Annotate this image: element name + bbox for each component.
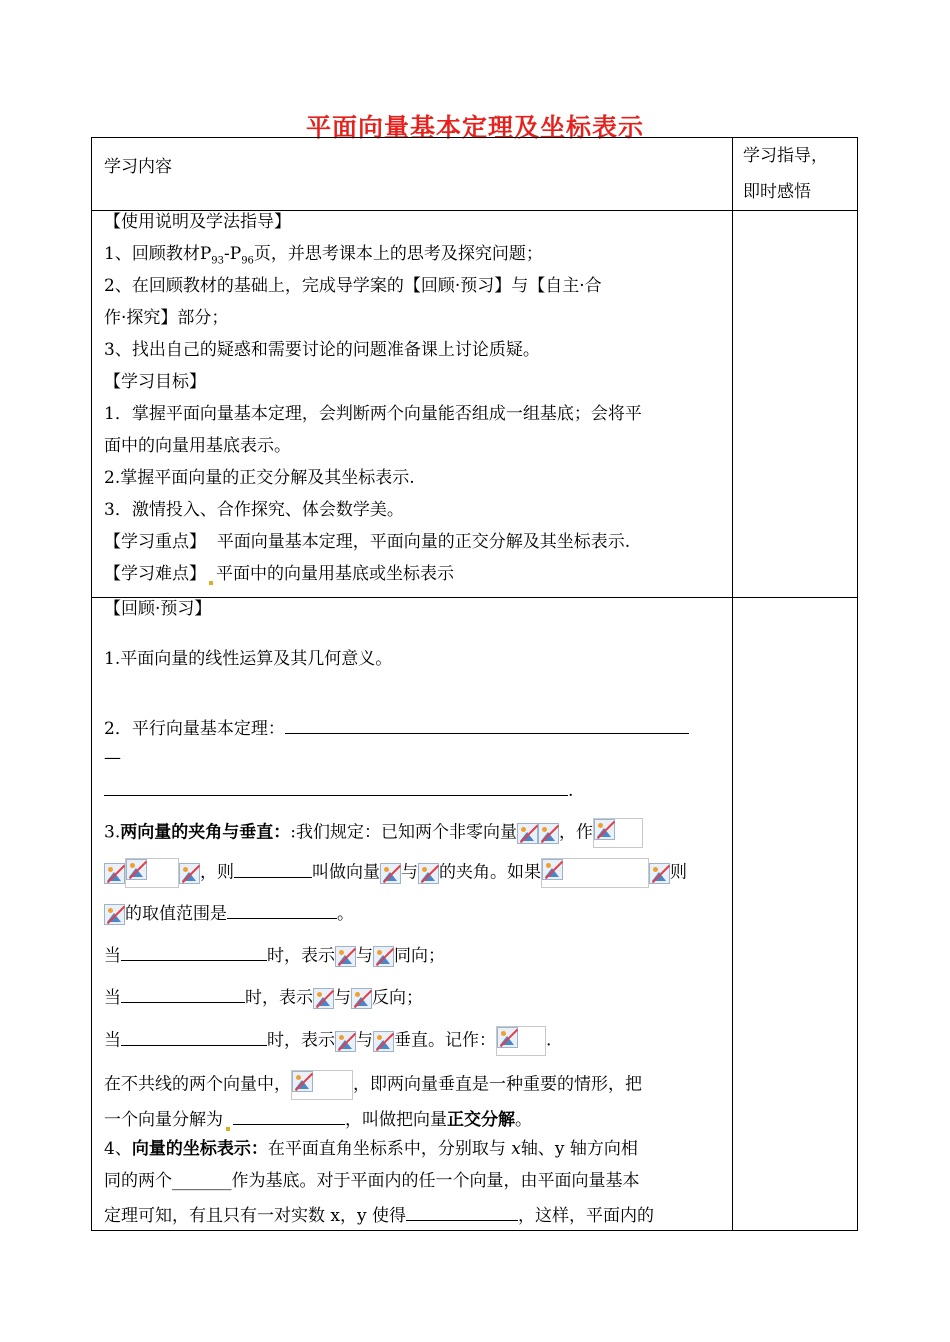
- vector-b-image: [373, 946, 394, 967]
- usage-item-2a: 2、在回顾教材的基础上，完成导学案的【回顾·预习】与【自主·合: [104, 276, 602, 296]
- review-item-1: 1.平面向量的线性运算及其几何意义。: [104, 649, 393, 669]
- formula-image: [649, 863, 670, 884]
- answer-blank[interactable]: [227, 900, 337, 919]
- mark-dot: [226, 1127, 230, 1131]
- goal-item-2: 2.掌握平面向量的正交分解及其坐标表示.: [104, 468, 415, 488]
- formula-image: [594, 819, 615, 840]
- review-item-3-line3: 的取值范围是 。: [104, 900, 354, 925]
- goal-item-1b: 面中的向量用基底表示。: [104, 436, 291, 456]
- formula-image: [542, 859, 563, 880]
- vector-a-image: [380, 863, 401, 884]
- answer-blank[interactable]: [234, 859, 312, 878]
- header-col2-line2: 即时感悟: [743, 182, 811, 202]
- guide-cell-1: [733, 211, 858, 598]
- header-content-cell: [92, 138, 733, 211]
- review-item-2: 2．平行向量基本定理：: [104, 715, 689, 740]
- vector-a-image: [335, 1031, 356, 1052]
- content-table: [91, 137, 858, 1231]
- answer-blank[interactable]: [121, 984, 245, 1003]
- vector-a-image: [517, 823, 538, 844]
- usage-item-1: 1、回顾教材$P_{93}-P_{96}$页，并思考课本上的思考及探究问题；: [104, 244, 543, 267]
- formula-image: [292, 1071, 313, 1092]
- usage-heading: 【使用说明及学法指导】: [104, 212, 291, 232]
- vector-b-image: [373, 1031, 394, 1052]
- orthogonal-line1: 在不共线的两个向量中， ，即两向量垂直是一种重要的情形，把: [104, 1070, 642, 1100]
- key-point: 【学习重点】 平面向量基本定理，平面向量的正交分解及其坐标表示.: [104, 532, 631, 552]
- answer-blank[interactable]: [285, 715, 689, 734]
- answer-blank[interactable]: [121, 942, 267, 961]
- answer-blank[interactable]: [406, 1202, 518, 1221]
- answer-blank[interactable]: [233, 1106, 345, 1125]
- vector-a-image: [313, 988, 334, 1009]
- theta-image: [104, 904, 125, 925]
- goal-heading: 【学习目标】: [104, 372, 206, 392]
- goal-item-1a: 1．掌握平面向量基本定理，会判断两个向量能否组成一组基底；会将平: [104, 404, 642, 424]
- usage-item-2b: 作·探究】部分；: [104, 308, 229, 328]
- vector-b-image: [351, 988, 372, 1009]
- header-guide-cell: [733, 138, 858, 211]
- usage-section-cell: [92, 211, 733, 598]
- formula-image: [126, 859, 147, 880]
- perpendicular-line: 当 时，表示 与 垂直。记作： .: [104, 1026, 551, 1056]
- formula-box: [496, 1026, 546, 1056]
- review-item-2-line: .: [104, 777, 573, 802]
- orthogonal-line2: 一个向量分解为 ，叫做把向量正交分解。: [104, 1106, 532, 1131]
- vector-b-image: [418, 863, 439, 884]
- formula-image: [104, 863, 125, 884]
- guide-cell-2: [733, 598, 858, 1231]
- review-item-3-line2: ，则 叫做向量 与 的夹角。如果 则: [104, 858, 687, 888]
- formula-image: [497, 1027, 518, 1048]
- formula-box: [291, 1070, 353, 1100]
- header-col1-label: 学习内容: [104, 157, 172, 177]
- formula-box: [541, 858, 649, 888]
- goal-item-3: 3．激情投入、合作探究、体会数学美。: [104, 500, 404, 520]
- same-direction-line: 当 时，表示 与 同向；: [104, 942, 445, 967]
- coordinate-line1: 4、向量的坐标表示：在平面直角坐标系中，分别取与 x轴、y 轴方向相: [104, 1139, 638, 1159]
- mark-dot: [209, 581, 213, 585]
- formula-box: [125, 858, 179, 888]
- formula-box: [593, 818, 643, 848]
- review-heading: 【回顾·预习】: [104, 599, 212, 619]
- answer-blank[interactable]: [182, 777, 568, 796]
- answer-blank[interactable]: [121, 1027, 267, 1046]
- opposite-direction-line: 当 时，表示 与 反向；: [104, 984, 423, 1009]
- review-section-cell: [92, 598, 733, 1231]
- coordinate-line2: 同的两个_______作为基底。对于平面内的任一个向量，由平面向量基本: [104, 1171, 640, 1191]
- vector-b-image: [538, 823, 559, 844]
- coordinate-line3: 定理可知，有且只有一对实数 x，y 使得 ，这样，平面内的: [104, 1202, 654, 1227]
- page-title: 平面向量基本定理及坐标表示: [305, 113, 644, 142]
- usage-item-3: 3、找出自己的疑惑和需要讨论的问题准备课上讨论质疑。: [104, 340, 540, 360]
- difficult-point: 【学习难点】 平面中的向量用基底或坐标表示: [104, 564, 454, 584]
- answer-blank[interactable]: [104, 777, 182, 796]
- review-item-2-dash: —: [104, 748, 121, 768]
- vector-a-image: [335, 946, 356, 967]
- formula-image: [179, 863, 200, 884]
- header-col2-line1: 学习指导，: [743, 146, 828, 166]
- review-item-3-line1: 3.两向量的夹角与垂直：:我们规定：已知两个非零向量 ，作: [104, 818, 643, 848]
